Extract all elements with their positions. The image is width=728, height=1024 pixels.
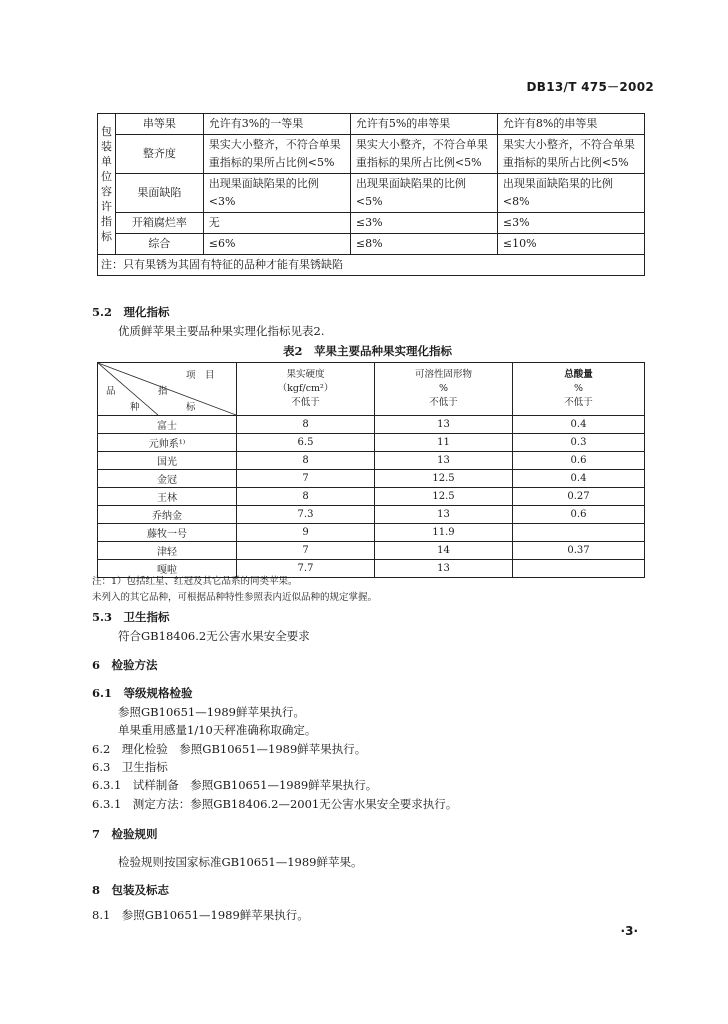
header-cell: 允许有3%的一等果 — [203, 114, 350, 135]
column-unit: % — [438, 383, 449, 394]
table-row — [98, 135, 645, 174]
solids-value: 11 — [375, 434, 513, 452]
physicochemical-table — [97, 362, 645, 578]
table-row — [98, 434, 645, 452]
table-row — [98, 416, 645, 434]
variety-name: 国光 — [98, 452, 237, 470]
acid-value: 0.6 — [513, 452, 645, 470]
paragraph: 优质鲜苹果主要品种果实理化指标见表2. — [118, 324, 325, 338]
corner-label: 项 目 — [186, 370, 215, 381]
column-condition: 不低于 — [291, 397, 320, 408]
table-row — [98, 363, 645, 416]
solids-value: 14 — [375, 542, 513, 560]
section-line: 6.3.1 测定方法：参照GB18406.2—2001无公害水果安全要求执行。 — [92, 797, 458, 811]
column-unit: （kgf/cm²） — [277, 383, 334, 394]
hardness-value: 8 — [237, 452, 375, 470]
table-note: 注：只有果锈为其固有特征的品种才能有果锈缺陷 — [98, 255, 645, 276]
acid-value: 0.4 — [513, 470, 645, 488]
acid-value: 0.4 — [513, 416, 645, 434]
grade-tolerance-table — [97, 113, 645, 276]
corner-label: 标 — [186, 402, 196, 413]
table-row — [98, 255, 645, 276]
column-name: 果实硬度 — [286, 369, 325, 380]
column-condition: 不低于 — [564, 397, 593, 408]
corner-label: 种 — [130, 402, 140, 413]
table-cell: ≤10% — [497, 234, 644, 255]
table-cell: ≤3% — [350, 213, 497, 234]
table-row — [98, 452, 645, 470]
side-label — [98, 114, 116, 255]
table-cell: 果实大小整齐，不符合单果重指标的果所占比例<5% — [203, 135, 350, 174]
column-header — [513, 363, 645, 416]
hardness-value: 8 — [237, 416, 375, 434]
paragraph: 符合GB18406.2无公害水果安全要求 — [118, 629, 310, 643]
row-label: 综合 — [115, 234, 203, 255]
table-row — [98, 234, 645, 255]
table-row — [98, 506, 645, 524]
variety-name: 富士 — [98, 416, 237, 434]
section-line: 6.3.1 试样制备 参照GB10651—1989鲜苹果执行。 — [92, 778, 378, 792]
variety-name: 藤牧一号 — [98, 524, 237, 542]
variety-name: 津轻 — [98, 542, 237, 560]
page-number: ·3· — [620, 924, 638, 938]
hardness-value: 7 — [237, 542, 375, 560]
header-cell: 串等果 — [115, 114, 203, 135]
solids-value: 13 — [375, 452, 513, 470]
row-label: 果面缺陷 — [115, 174, 203, 213]
section-heading: 6.3 卫生指标 — [92, 760, 168, 774]
corner-label: 品 — [106, 386, 116, 397]
acid-value — [513, 524, 645, 542]
table-row — [98, 542, 645, 560]
acid-value: 0.27 — [513, 488, 645, 506]
solids-value: 13 — [375, 560, 513, 578]
variety-name: 金冠 — [98, 470, 237, 488]
column-unit: % — [573, 383, 584, 394]
side-label-text: 包装单位容许指标 — [100, 125, 112, 243]
table-cell: 出现果面缺陷果的比例<8% — [497, 174, 644, 213]
section-line: 6.2 理化检验 参照GB10651—1989鲜苹果执行。 — [92, 742, 367, 756]
table-cell: 果实大小整齐，不符合单果重指标的果所占比例<5% — [497, 135, 644, 174]
row-label: 开箱腐烂率 — [115, 213, 203, 234]
table-footnote: 注：1）包括红星、红冠及其它品系的同类苹果。 — [92, 576, 298, 587]
acid-value: 0.37 — [513, 542, 645, 560]
variety-name: 元帅系¹⁾ — [98, 434, 237, 452]
table-row — [98, 524, 645, 542]
table-row — [98, 470, 645, 488]
table-cell: 出现果面缺陷果的比例<5% — [350, 174, 497, 213]
paragraph: 参照GB10651—1989鲜苹果执行。 — [118, 705, 305, 719]
section-heading: 6 检验方法 — [92, 658, 158, 672]
hardness-value: 7.3 — [237, 506, 375, 524]
acid-value — [513, 560, 645, 578]
section-heading: 8 包装及标志 — [92, 883, 170, 897]
row-label: 整齐度 — [115, 135, 203, 174]
solids-value: 13 — [375, 506, 513, 524]
section-heading: 7 检验规则 — [92, 827, 158, 841]
column-header — [237, 363, 375, 416]
table-cell: ≤8% — [350, 234, 497, 255]
table-caption: 表2 苹果主要品种果实理化指标 — [283, 344, 452, 358]
corner-label: 指 — [158, 386, 168, 397]
hardness-value: 6.5 — [237, 434, 375, 452]
table-cell: ≤6% — [203, 234, 350, 255]
section-line: 8.1 参照GB10651—1989鲜苹果执行。 — [92, 908, 309, 922]
acid-value: 0.6 — [513, 506, 645, 524]
column-name: 可溶性固形物 — [414, 369, 472, 380]
column-name: 总酸量 — [564, 369, 593, 380]
hardness-value: 9 — [237, 524, 375, 542]
section-heading: 5.3 卫生指标 — [92, 610, 170, 624]
header-cell: 允许有5%的串等果 — [350, 114, 497, 135]
variety-name: 嘎啦 — [98, 560, 237, 578]
hardness-value: 7 — [237, 470, 375, 488]
section-heading: 6.1 等级规格检验 — [92, 686, 193, 700]
table-row — [98, 213, 645, 234]
solids-value: 12.5 — [375, 470, 513, 488]
solids-value: 13 — [375, 416, 513, 434]
acid-value: 0.3 — [513, 434, 645, 452]
table-cell: 出现果面缺陷果的比例<3% — [203, 174, 350, 213]
diagonal-header-cell — [98, 363, 237, 416]
table-cell: 果实大小整齐，不符合单果重指标的果所占比例<5% — [350, 135, 497, 174]
table-cell: ≤3% — [497, 213, 644, 234]
column-header — [375, 363, 513, 416]
section-heading: 5.2 理化指标 — [92, 305, 170, 319]
table-footnote: 未列入的其它品种，可根据品种特性参照表内近似品种的规定掌握。 — [92, 592, 378, 603]
document-code: DB13/T 475－2002 — [526, 80, 654, 94]
solids-value: 11.9 — [375, 524, 513, 542]
table-row — [98, 488, 645, 506]
variety-name: 乔纳金 — [98, 506, 237, 524]
hardness-value: 8 — [237, 488, 375, 506]
solids-value: 12.5 — [375, 488, 513, 506]
paragraph: 单果重用感量1/10天秤准确称取确定。 — [118, 723, 317, 737]
table-row — [98, 174, 645, 213]
column-condition: 不低于 — [429, 397, 458, 408]
variety-name: 王林 — [98, 488, 237, 506]
table-row — [98, 114, 645, 135]
hardness-value: 7.7 — [237, 560, 375, 578]
header-cell: 允许有8%的串等果 — [497, 114, 644, 135]
paragraph: 检验规则按国家标准GB10651—1989鲜苹果。 — [118, 855, 363, 869]
table-cell: 无 — [203, 213, 350, 234]
